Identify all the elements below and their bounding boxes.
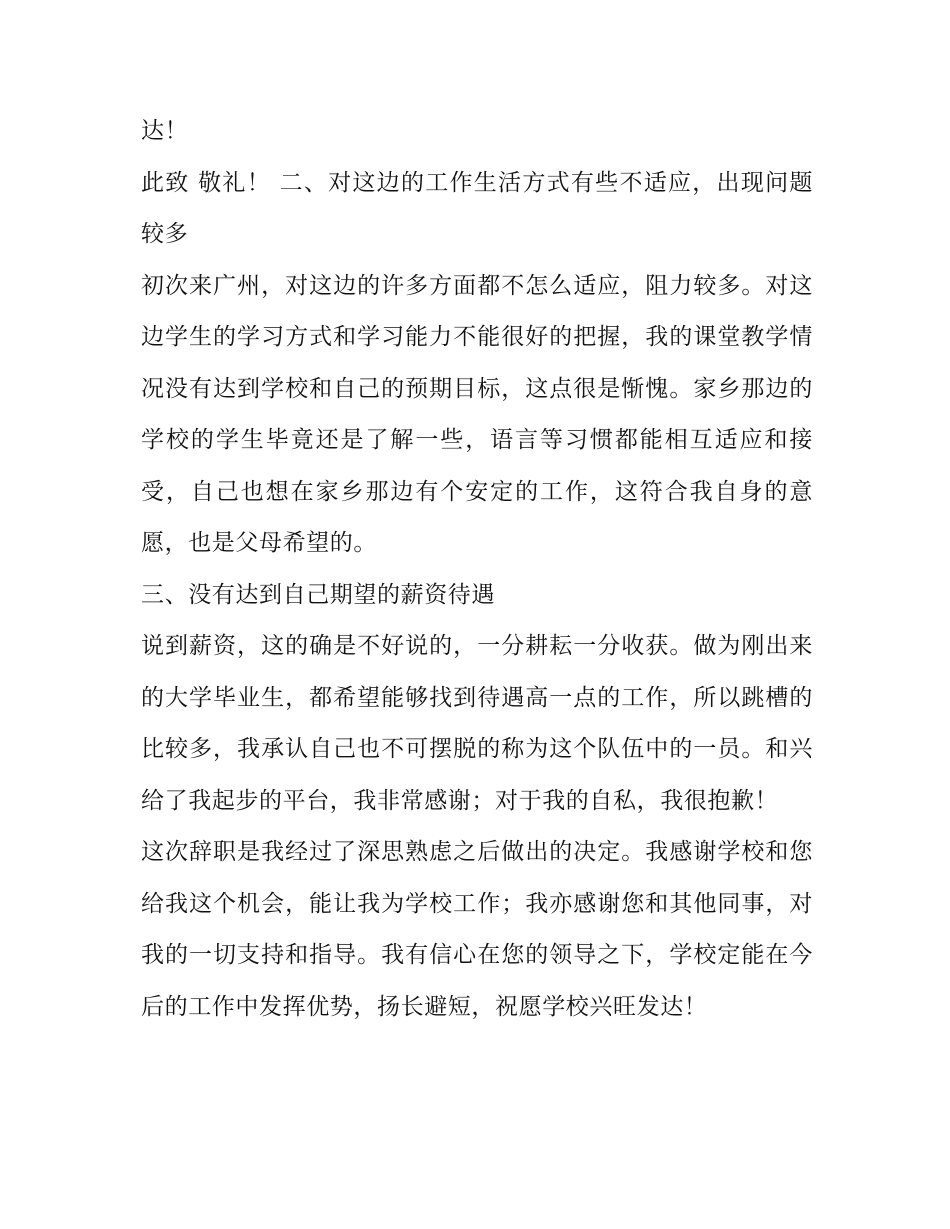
paragraph-conclusion: 这次辞职是我经过了深思熟虑之后做出的决定。我感谢学校和您给我这个机会，能让我为学校工作；我亦感谢您和其他同事，对我的一切支持和指导。我有信心在您的领导之下，学校定能在今后的工作中发挥优势，扬长避短，祝愿学校兴旺发达！ [141, 839, 813, 1020]
document-body [141, 106, 813, 1033]
paragraph-closing-fragment: 达！ [141, 118, 189, 144]
paragraph-section-two-body: 初次来广州，对这边的许多方面都不怎么适应，阻力较多。对这边学生的学习方式和学习能力不能很好的把握，我的课堂教学情况没有达到学校和自己的预期目标，这点很是惭愧。家乡那边的学校的学生毕竟还是了解一些，语言等习惯都能相互适应和接受，自己也想在家乡那边有个安定的工作，这符合我自身的意愿，也是父母希望的。 [141, 272, 813, 556]
section-three-heading: 三、没有达到自己期望的薪资待遇 [141, 581, 495, 608]
paragraph-salutation-and-section-two-heading: 此致 敬礼！ 二、对这边的工作生活方式有些不适应，出现问题较多 [141, 169, 813, 247]
paragraph-section-three-body: 说到薪资，这的确是不好说的，一分耕耘一分收获。做为刚出来的大学毕业生，都希望能够找到待遇高一点的工作，所以跳槽的比较多，我承认自己也不可摆脱的称为这个队伍中的一员。和兴给了我起步的平台，我非常感谢；对于我的自私，我很抱歉！ [141, 633, 813, 814]
